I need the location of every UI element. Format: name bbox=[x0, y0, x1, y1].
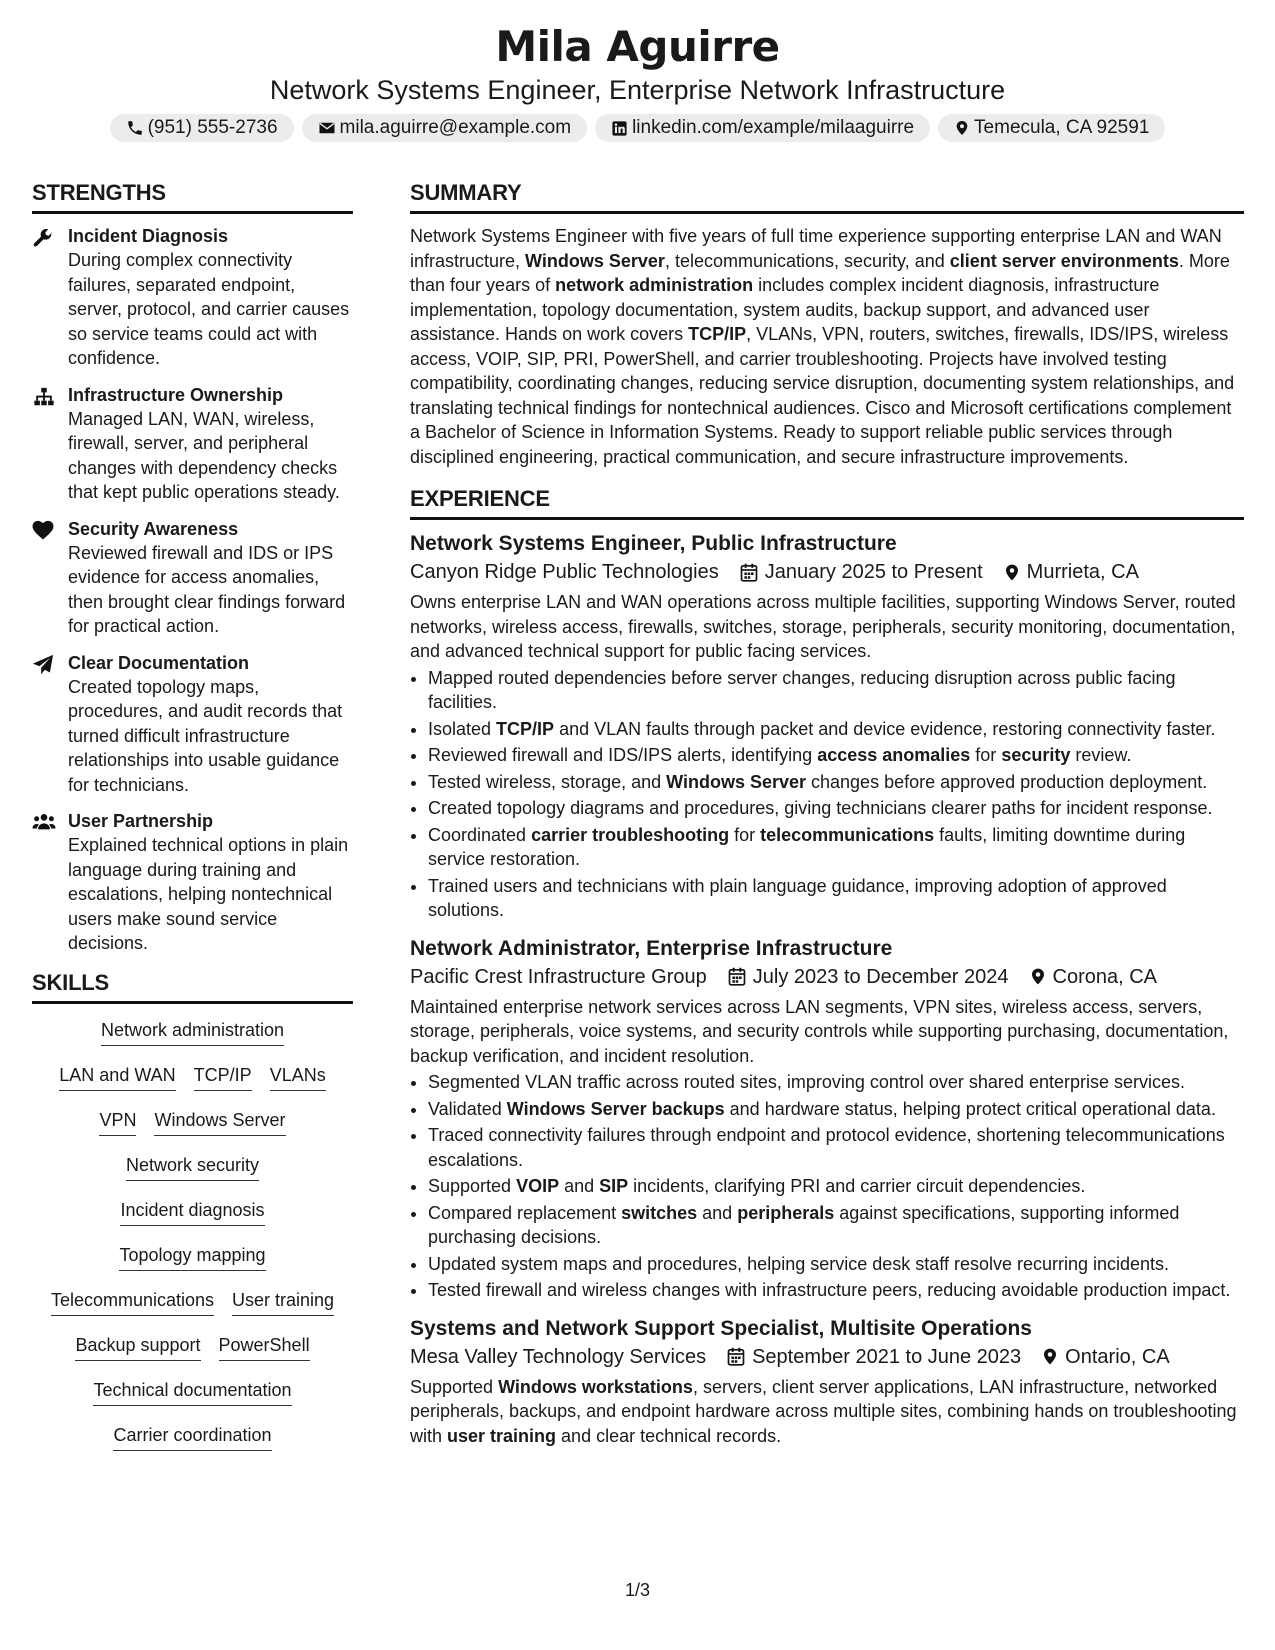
achievement-item bbox=[428, 796, 1244, 821]
bold-text: Windows workstations bbox=[498, 1376, 693, 1397]
users-icon bbox=[32, 809, 56, 956]
job-location: Murrieta, CA bbox=[1026, 561, 1139, 583]
job-meta bbox=[410, 558, 1244, 586]
text-run: includes complex incident diagnosis, infrastructure implementation, topology documentation, system audits, backup support, and advanced user assistance. Hands on work covers bbox=[410, 275, 1160, 344]
job-dates: January 2025 to Present bbox=[764, 561, 983, 583]
skill-row bbox=[32, 1153, 353, 1198]
phone-chip[interactable] bbox=[110, 114, 294, 142]
skill-tag: Technical documentation bbox=[93, 1378, 291, 1406]
right-column bbox=[410, 180, 1244, 1460]
experience-title: EXPERIENCE bbox=[410, 486, 1244, 520]
text-run: Tested wireless, storage, and bbox=[428, 771, 667, 792]
company-name: Pacific Crest Infrastructure Group bbox=[410, 965, 707, 988]
text-run: Supported bbox=[410, 1376, 499, 1397]
contact-bar bbox=[0, 114, 1275, 142]
bold-text: user training bbox=[447, 1425, 557, 1446]
bold-text: VOIP bbox=[516, 1176, 560, 1196]
strength-title: Incident Diagnosis bbox=[68, 226, 229, 246]
bold-text: peripherals bbox=[737, 1202, 835, 1223]
job-description bbox=[410, 995, 1244, 1069]
bold-text: Windows Server bbox=[666, 771, 807, 792]
strength-item bbox=[32, 651, 353, 798]
achievement-item bbox=[428, 1201, 1244, 1250]
achievement-item bbox=[428, 874, 1244, 923]
skill-tag: LAN and WAN bbox=[59, 1063, 175, 1091]
linkedin-chip[interactable] bbox=[595, 114, 930, 142]
text-run: , servers, client server applications, LAN infrastructure, networked peripherals, backups, and endpoint hardware across multiple sites, combining hands on troubleshooting with bbox=[410, 1376, 1237, 1446]
text-run: and hardware status, helping protect critical operational data. bbox=[724, 1098, 1216, 1119]
text-run: , VLANs, VPN, routers, switches, firewalls, IDS/IPS, wireless access, VOIP, SIP, PRI, PowerShell, and carrier troubleshooting. Projects have involved testing compatibility, coordinating changes, reducing service disruption, documenting system relationships, and translating technical findings for nontechnical audiences. Cisco and Microsoft certifications complement a Bachelor of Science in Information Systems. Ready to support reliable public services through disciplined engineering, practical communication, and secure infrastructure improvements. bbox=[410, 324, 1235, 467]
skill-row bbox=[32, 1378, 353, 1423]
strength-item bbox=[32, 224, 353, 371]
strength-description: During complex connectivity failures, separated endpoint, server, protocol, and carrier causes so service teams could act with confidence. bbox=[68, 250, 350, 368]
text-run: and bbox=[559, 1176, 600, 1196]
strength-item bbox=[32, 809, 353, 956]
skills-list bbox=[32, 1014, 353, 1468]
phone-text: (951) 555-2736 bbox=[147, 117, 278, 138]
text-run: Traced connectivity failures through endpoint and protocol evidence, shortening telecommunications escalations. bbox=[428, 1125, 1225, 1170]
strength-item bbox=[32, 517, 353, 639]
achievement-item bbox=[428, 1097, 1244, 1122]
text-run: Supported bbox=[428, 1176, 517, 1196]
text-run: for bbox=[729, 824, 761, 845]
job-meta bbox=[410, 963, 1244, 991]
job-description bbox=[410, 590, 1244, 664]
job-description bbox=[410, 1375, 1244, 1449]
strength-title: Infrastructure Ownership bbox=[68, 384, 284, 405]
text-run: Segmented VLAN traffic across routed sites, improving control over shared enterprise services. bbox=[428, 1072, 1186, 1092]
text-run: Tested firewall and wireless changes with infrastructure peers, reducing avoidable production impact. bbox=[428, 1280, 1231, 1300]
text-run: Reviewed firewall and IDS/IPS alerts, identifying bbox=[428, 745, 818, 765]
email-text: mila.aguirre@example.com bbox=[339, 117, 572, 138]
job-title: Network Administrator, Enterprise Infrastructure bbox=[410, 936, 893, 960]
bold-text: Windows Server backups bbox=[506, 1098, 725, 1119]
strength-text bbox=[68, 809, 353, 956]
text-run: Network Systems Engineer with five years of full time experience supporting enterprise LAN and WAN infrastructure, bbox=[410, 226, 1222, 271]
text-run: and VLAN faults through packet and device evidence, restoring connectivity faster. bbox=[554, 718, 1216, 739]
envelope-icon bbox=[318, 119, 336, 137]
text-run: Created topology diagrams and procedures, giving technicians clearer paths for incident response. bbox=[428, 798, 1213, 818]
text-run: against specifications, supporting informed purchasing decisions. bbox=[428, 1202, 1180, 1247]
skill-tag: Topology mapping bbox=[119, 1243, 265, 1271]
strength-text bbox=[68, 224, 353, 371]
achievement-item bbox=[428, 1252, 1244, 1277]
job-location: Corona, CA bbox=[1052, 965, 1157, 988]
bold-text: security bbox=[1001, 745, 1071, 765]
strength-text bbox=[68, 517, 353, 639]
text-run: faults, limiting downtime during service restoration. bbox=[428, 824, 1186, 869]
strength-description: Explained technical options in plain language during training and escalations, helping nontechnical users make sound service decisions. bbox=[68, 835, 349, 953]
text-run: Owns enterprise LAN and WAN operations across multiple facilities, supporting Windows Server, routed networks, wireless access, firewalls, switches, storage, peripherals, security monitoring, documentation, and advanced technical support for public facing services. bbox=[410, 592, 1236, 661]
text-run: Compared replacement bbox=[428, 1202, 622, 1223]
skill-tag: PowerShell bbox=[219, 1333, 310, 1361]
calendar-icon bbox=[739, 562, 759, 583]
achievement-item bbox=[428, 666, 1244, 715]
skill-tag: Carrier coordination bbox=[113, 1423, 271, 1451]
text-run: changes before approved production deployment. bbox=[806, 771, 1208, 792]
skill-row bbox=[32, 1423, 353, 1468]
skill-row bbox=[32, 1333, 353, 1378]
company-name: Mesa Valley Technology Services bbox=[410, 1345, 707, 1368]
text-run: for bbox=[970, 745, 1002, 765]
skill-row bbox=[32, 1198, 353, 1243]
strength-title: Security Awareness bbox=[68, 518, 239, 539]
bold-text: client server environments bbox=[949, 250, 1179, 271]
achievement-item bbox=[428, 770, 1244, 795]
summary-title: SUMMARY bbox=[410, 180, 1244, 214]
achievement-item bbox=[428, 1174, 1244, 1199]
map-pin-icon bbox=[1003, 562, 1021, 583]
skill-tag: User training bbox=[232, 1288, 334, 1316]
achievement-item bbox=[428, 1278, 1244, 1303]
map-pin-icon bbox=[1041, 1346, 1059, 1367]
candidate-name: Mila Aguirre bbox=[495, 22, 780, 71]
text-run: Mapped routed dependencies before server changes, reducing disruption across public facing facilities. bbox=[428, 667, 1176, 712]
map-pin-icon bbox=[954, 119, 970, 137]
text-run: Maintained enterprise network services across LAN segments, VPN sites, wireless access, servers, storage, peripherals, voice systems, and security controls while supporting purchasing, documentation, backup verification, and incident resolution. bbox=[410, 996, 1229, 1066]
job-entry bbox=[410, 530, 1244, 923]
experience-list bbox=[410, 530, 1244, 1448]
map-pin-icon bbox=[1029, 966, 1047, 987]
paper-plane-icon bbox=[32, 651, 56, 798]
bold-text: switches bbox=[621, 1202, 698, 1223]
achievement-item bbox=[428, 717, 1244, 742]
page-number: 1/3 bbox=[624, 1580, 651, 1600]
bold-text: access anomalies bbox=[817, 745, 971, 765]
heart-icon bbox=[32, 517, 56, 639]
job-dates: July 2023 to December 2024 bbox=[752, 965, 1009, 988]
strength-description: Managed LAN, WAN, wireless, firewall, server, and peripheral changes with dependency checks that kept public operations steady. bbox=[68, 408, 340, 502]
company-name: Canyon Ridge Public Technologies bbox=[410, 561, 719, 583]
phone-icon bbox=[126, 119, 144, 137]
bold-text: Windows Server bbox=[525, 250, 665, 271]
bold-text: carrier troubleshooting bbox=[531, 824, 730, 845]
location-text: Temecula, CA 92591 bbox=[974, 117, 1150, 138]
linkedin-icon bbox=[611, 120, 628, 137]
sitemap-icon bbox=[32, 383, 56, 505]
skill-tag: VLANs bbox=[270, 1063, 326, 1091]
achievement-list bbox=[410, 666, 1244, 923]
calendar-icon bbox=[727, 966, 747, 987]
strengths-list bbox=[32, 224, 353, 956]
text-run: Validated bbox=[428, 1098, 507, 1119]
resume-header bbox=[0, 22, 1275, 142]
strengths-title: STRENGTHS bbox=[32, 180, 353, 214]
strength-text bbox=[68, 651, 353, 798]
strength-title: Clear Documentation bbox=[68, 652, 250, 673]
job-entry bbox=[410, 935, 1244, 1303]
linkedin-text: linkedin.com/example/milaaguirre bbox=[632, 117, 915, 138]
skill-tag: Network security bbox=[126, 1153, 259, 1181]
bold-text: network administration bbox=[555, 275, 754, 295]
text-run: review. bbox=[1070, 745, 1132, 765]
strength-item bbox=[32, 383, 353, 505]
skill-row bbox=[32, 1018, 353, 1063]
location-chip[interactable] bbox=[938, 114, 1165, 142]
skill-row bbox=[32, 1063, 353, 1108]
text-run: and clear technical records. bbox=[556, 1425, 782, 1446]
job-title: Systems and Network Support Specialist, Multisite Operations bbox=[410, 1316, 1032, 1340]
text-run: and bbox=[697, 1202, 738, 1223]
text-run: Coordinated bbox=[428, 824, 532, 845]
job-location: Ontario, CA bbox=[1065, 1345, 1170, 1368]
skill-tag: TCP/IP bbox=[194, 1063, 252, 1091]
candidate-headline: Network Systems Engineer, Enterprise Network Infrastructure bbox=[269, 75, 1006, 105]
text-run: Updated system maps and procedures, helping service desk staff resolve recurring incidents. bbox=[428, 1253, 1170, 1274]
text-run: , telecommunications, security, and bbox=[664, 250, 950, 271]
achievement-item bbox=[428, 1123, 1244, 1172]
calendar-icon bbox=[726, 1346, 746, 1367]
strength-description: Created topology maps, procedures, and audit records that turned difficult infrastructure relationships into usable guidance for technicians. bbox=[68, 676, 343, 795]
bold-text: TCP/IP bbox=[688, 324, 747, 344]
wrench-icon bbox=[32, 224, 56, 371]
skills-title: SKILLS bbox=[32, 970, 353, 1004]
job-meta bbox=[410, 1343, 1244, 1371]
bold-text: telecommunications bbox=[760, 824, 935, 845]
left-column bbox=[32, 180, 353, 1468]
achievement-item bbox=[428, 823, 1244, 872]
strength-title: User Partnership bbox=[68, 811, 214, 831]
job-entry bbox=[410, 1315, 1244, 1449]
job-title: Network Systems Engineer, Public Infrastructure bbox=[410, 532, 897, 555]
skill-tag: Windows Server bbox=[154, 1108, 285, 1136]
email-chip[interactable] bbox=[302, 114, 588, 142]
skill-row bbox=[32, 1108, 353, 1153]
achievement-item bbox=[428, 743, 1244, 768]
strength-description: Reviewed firewall and IDS or IPS evidence for access anomalies, then brought clear findings forward for practical action. bbox=[68, 542, 346, 636]
achievement-list bbox=[410, 1070, 1244, 1303]
text-run: Isolated bbox=[428, 718, 497, 739]
bold-text: TCP/IP bbox=[496, 718, 555, 739]
achievement-item bbox=[428, 1070, 1244, 1095]
strength-text bbox=[68, 383, 353, 505]
text-run: . More than four years of bbox=[410, 250, 1230, 295]
skill-tag: Telecommunications bbox=[51, 1288, 214, 1316]
job-dates: September 2021 to June 2023 bbox=[752, 1345, 1022, 1368]
skill-tag: Network administration bbox=[101, 1018, 284, 1046]
skill-tag: Incident diagnosis bbox=[120, 1198, 264, 1226]
skill-row bbox=[32, 1243, 353, 1288]
text-run: incidents, clarifying PRI and carrier circuit dependencies. bbox=[628, 1176, 1086, 1196]
bold-text: SIP bbox=[599, 1176, 629, 1196]
text-run: Trained users and technicians with plain language guidance, improving adoption of approved solutions. bbox=[428, 875, 1167, 920]
skill-tag: Backup support bbox=[75, 1333, 200, 1361]
skill-tag: VPN bbox=[99, 1108, 136, 1136]
summary-text bbox=[410, 224, 1244, 469]
skill-row bbox=[32, 1288, 353, 1333]
